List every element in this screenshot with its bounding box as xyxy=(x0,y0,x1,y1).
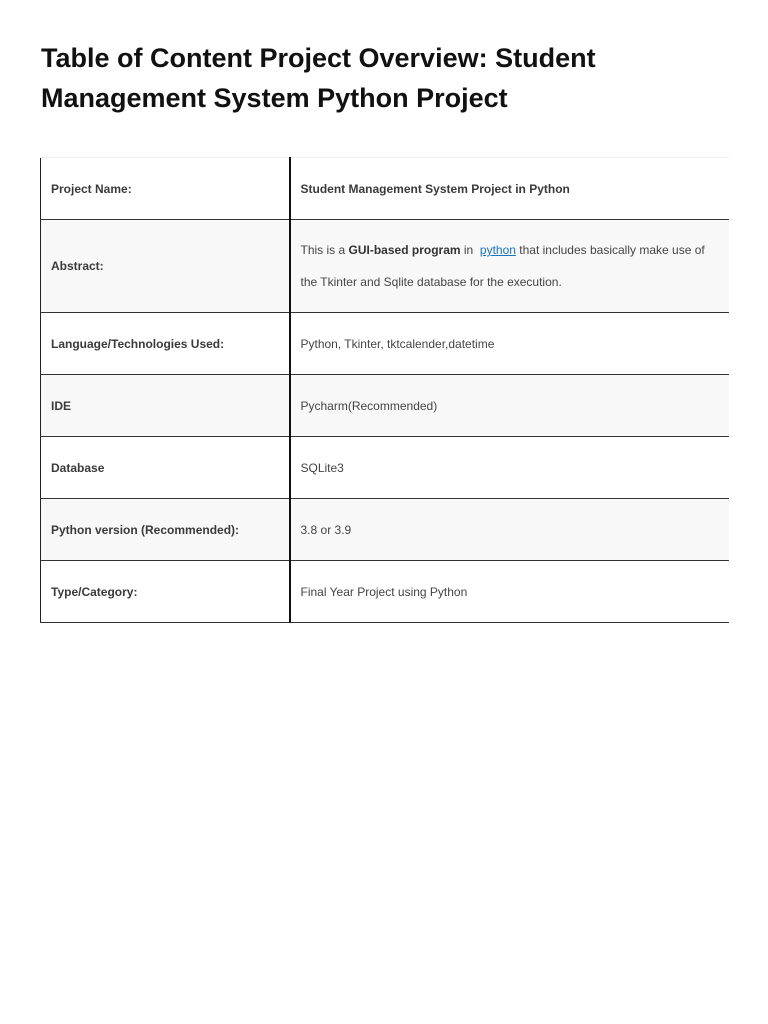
table-row xyxy=(41,313,729,375)
abstract-text xyxy=(301,234,719,298)
row-label: Abstract: xyxy=(41,220,290,313)
row-value: 3.8 or 3.9 xyxy=(290,499,729,561)
row-value: SQLite3 xyxy=(290,437,729,499)
table-row xyxy=(41,437,729,499)
project-overview-table xyxy=(40,157,729,623)
row-value: Student Management System Project in Python xyxy=(290,158,729,220)
python-link[interactable]: python xyxy=(479,243,516,257)
row-label: Database xyxy=(41,437,290,499)
row-label: Type/Category: xyxy=(41,561,290,623)
row-value: Python, Tkinter, tktcalender,datetime xyxy=(290,313,729,375)
page-title: Table of Content Project Overview: Student Management System Python Project xyxy=(41,43,596,113)
table-row xyxy=(41,375,729,437)
row-label: IDE xyxy=(41,375,290,437)
row-value: Pycharm(Recommended) xyxy=(290,375,729,437)
table-row xyxy=(41,561,729,623)
abstract-cell xyxy=(290,220,729,313)
row-label: Language/Technologies Used: xyxy=(41,313,290,375)
row-value: Final Year Project using Python xyxy=(290,561,729,623)
row-label: Python version (Recommended): xyxy=(41,499,290,561)
abstract-suffix: that includes basically make use of the Tkinter and Sqlite database for the execution. xyxy=(300,243,705,289)
table-row xyxy=(41,158,729,220)
abstract-middle: in xyxy=(460,243,477,257)
row-label: Project Name: xyxy=(41,158,290,220)
table-row xyxy=(41,499,729,561)
abstract-bold: GUI-based program xyxy=(348,243,461,257)
abstract-prefix: This is a xyxy=(300,243,349,257)
table-row xyxy=(41,220,729,313)
